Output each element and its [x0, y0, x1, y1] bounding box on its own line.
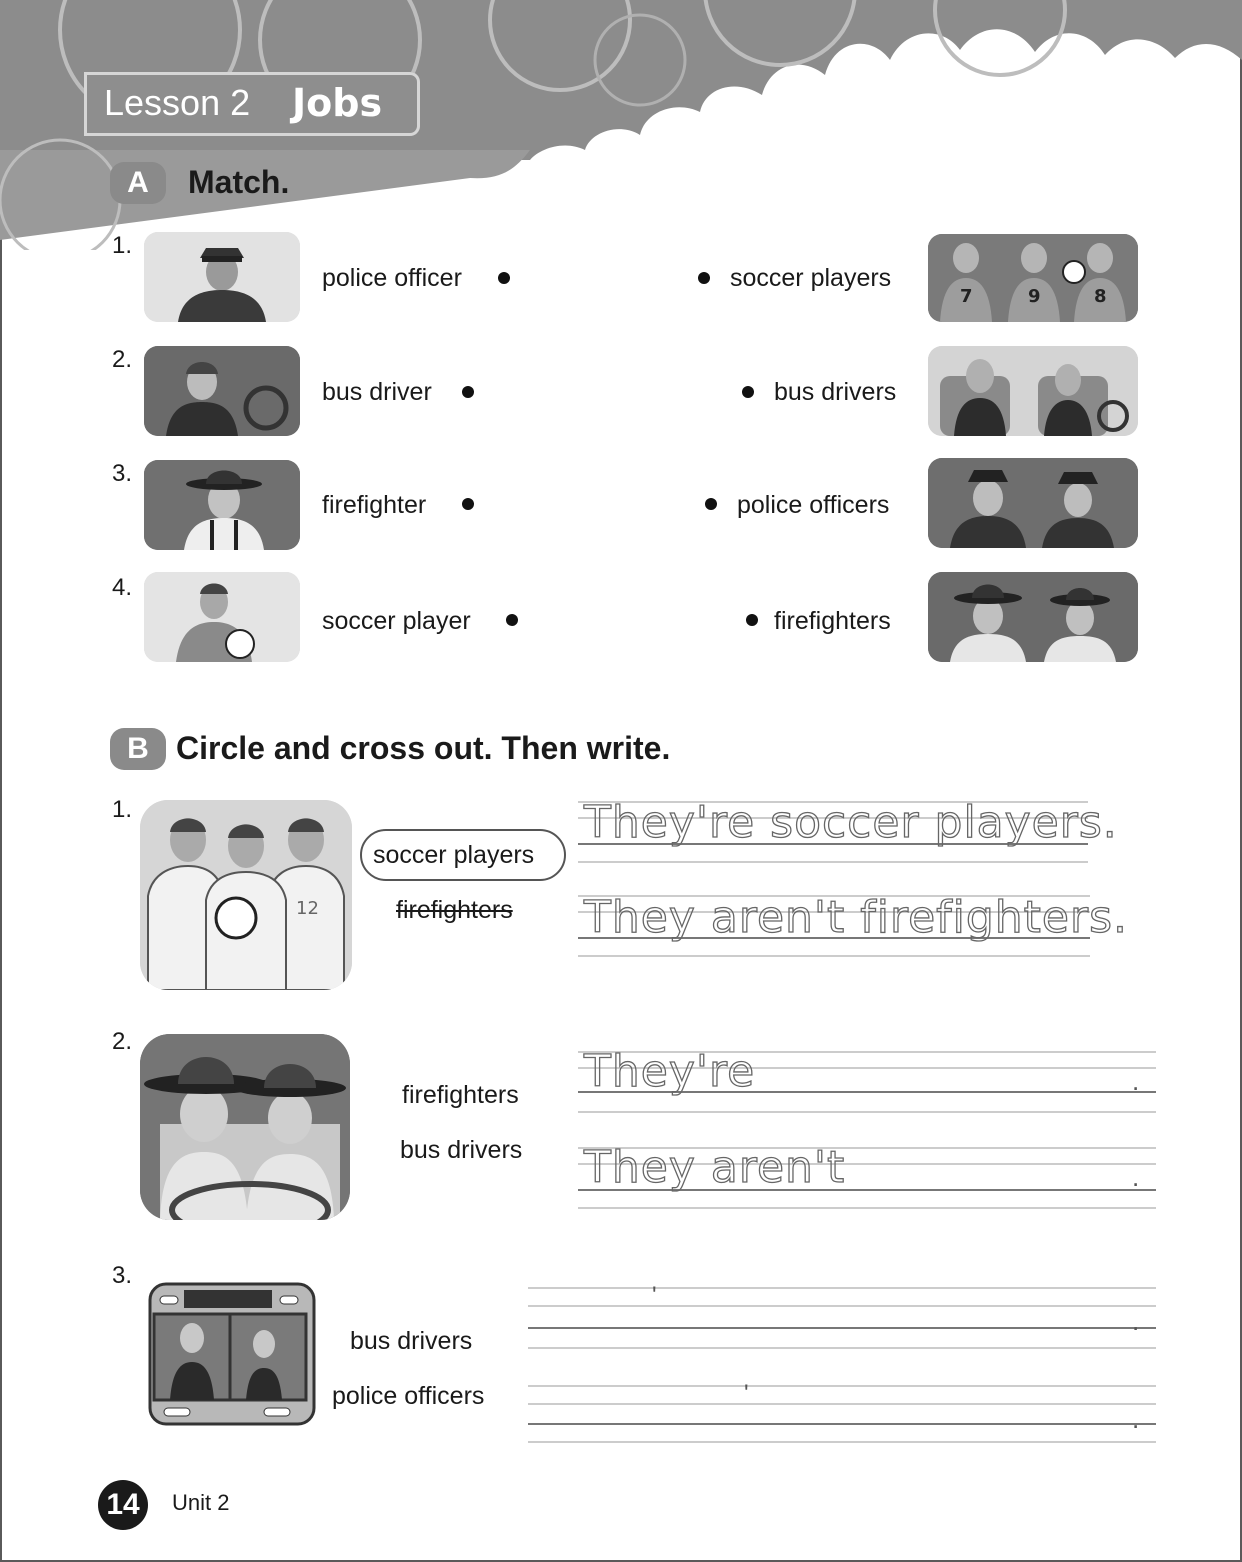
police-officer-icon — [144, 232, 300, 322]
word-left: firefighter — [322, 491, 427, 519]
apostrophe-mark: ' — [744, 1380, 749, 1407]
firefighters-driving-icon — [140, 1034, 350, 1220]
apostrophe-mark: ' — [652, 1282, 657, 1309]
police-officers-icon — [928, 458, 1138, 548]
lesson-topic: Jobs — [292, 81, 383, 125]
traced-sentence: They aren't firefighters. — [584, 892, 1128, 943]
traced-sentence: They're — [584, 1046, 756, 1097]
page-number: 14 — [98, 1480, 148, 1530]
match-dot-right[interactable] — [746, 614, 758, 626]
soccer-players-icon — [928, 234, 1138, 322]
option-circled[interactable]: soccer players — [373, 841, 535, 869]
sentence-period: . — [1132, 1404, 1140, 1434]
match-dot-left[interactable] — [462, 386, 474, 398]
match-dot-right[interactable] — [705, 498, 717, 510]
lesson-banner — [84, 72, 420, 136]
word-left: police officer — [322, 264, 462, 292]
match-dot-right[interactable] — [698, 272, 710, 284]
firefighter-icon — [144, 460, 300, 550]
unit-label: Unit 2 — [172, 1490, 230, 1515]
match-dot-left[interactable] — [462, 498, 474, 510]
sentence-period: . — [1132, 1162, 1140, 1192]
lesson-label: Lesson 2 — [104, 82, 251, 123]
svg-text:12: 12 — [296, 898, 319, 919]
word-right: police officers — [737, 491, 890, 519]
section-b-instruction: Circle and cross out. Then write. — [176, 730, 671, 766]
word-right: firefighters — [774, 607, 891, 635]
section-a-badge: A — [110, 162, 166, 204]
match-dot-left[interactable] — [506, 614, 518, 626]
section-b-badge: B — [110, 728, 166, 770]
item-number: 2. — [112, 1028, 133, 1055]
section-a-instruction: Match. — [188, 164, 290, 200]
item-number: 3. — [112, 1262, 133, 1289]
writing-lines — [528, 1286, 1158, 1446]
option-word[interactable]: bus drivers — [350, 1327, 473, 1355]
row-number: 4. — [112, 574, 133, 601]
match-dot-left[interactable] — [498, 272, 510, 284]
sentence-period: . — [1132, 1066, 1140, 1096]
item-number: 1. — [112, 796, 133, 823]
firefighters-icon — [928, 572, 1138, 662]
word-left: soccer player — [322, 607, 471, 635]
bus-icon — [140, 1280, 320, 1428]
soccer-team-icon — [140, 800, 352, 990]
option-crossed-out[interactable]: firefighters — [396, 896, 513, 924]
sentence-period: . — [1132, 1306, 1140, 1336]
word-right: bus drivers — [774, 378, 897, 406]
row-number: 2. — [112, 346, 133, 373]
option-word[interactable]: firefighters — [402, 1081, 519, 1109]
svg-text:7: 7 — [960, 286, 973, 307]
traced-sentence: They aren't — [584, 1142, 846, 1193]
row-number: 3. — [112, 460, 133, 487]
option-word[interactable]: police officers — [332, 1382, 485, 1410]
row-number: 1. — [112, 232, 133, 259]
bus-driver-icon — [144, 346, 300, 436]
traced-sentence: They're soccer players. — [584, 797, 1118, 848]
option-word[interactable]: bus drivers — [400, 1136, 523, 1164]
bus-drivers-icon — [928, 346, 1138, 436]
match-dot-right[interactable] — [742, 386, 754, 398]
svg-text:9: 9 — [1028, 286, 1041, 307]
svg-text:8: 8 — [1094, 286, 1107, 307]
word-right: soccer players — [730, 264, 892, 292]
soccer-player-icon — [144, 572, 300, 662]
word-left: bus driver — [322, 378, 432, 406]
